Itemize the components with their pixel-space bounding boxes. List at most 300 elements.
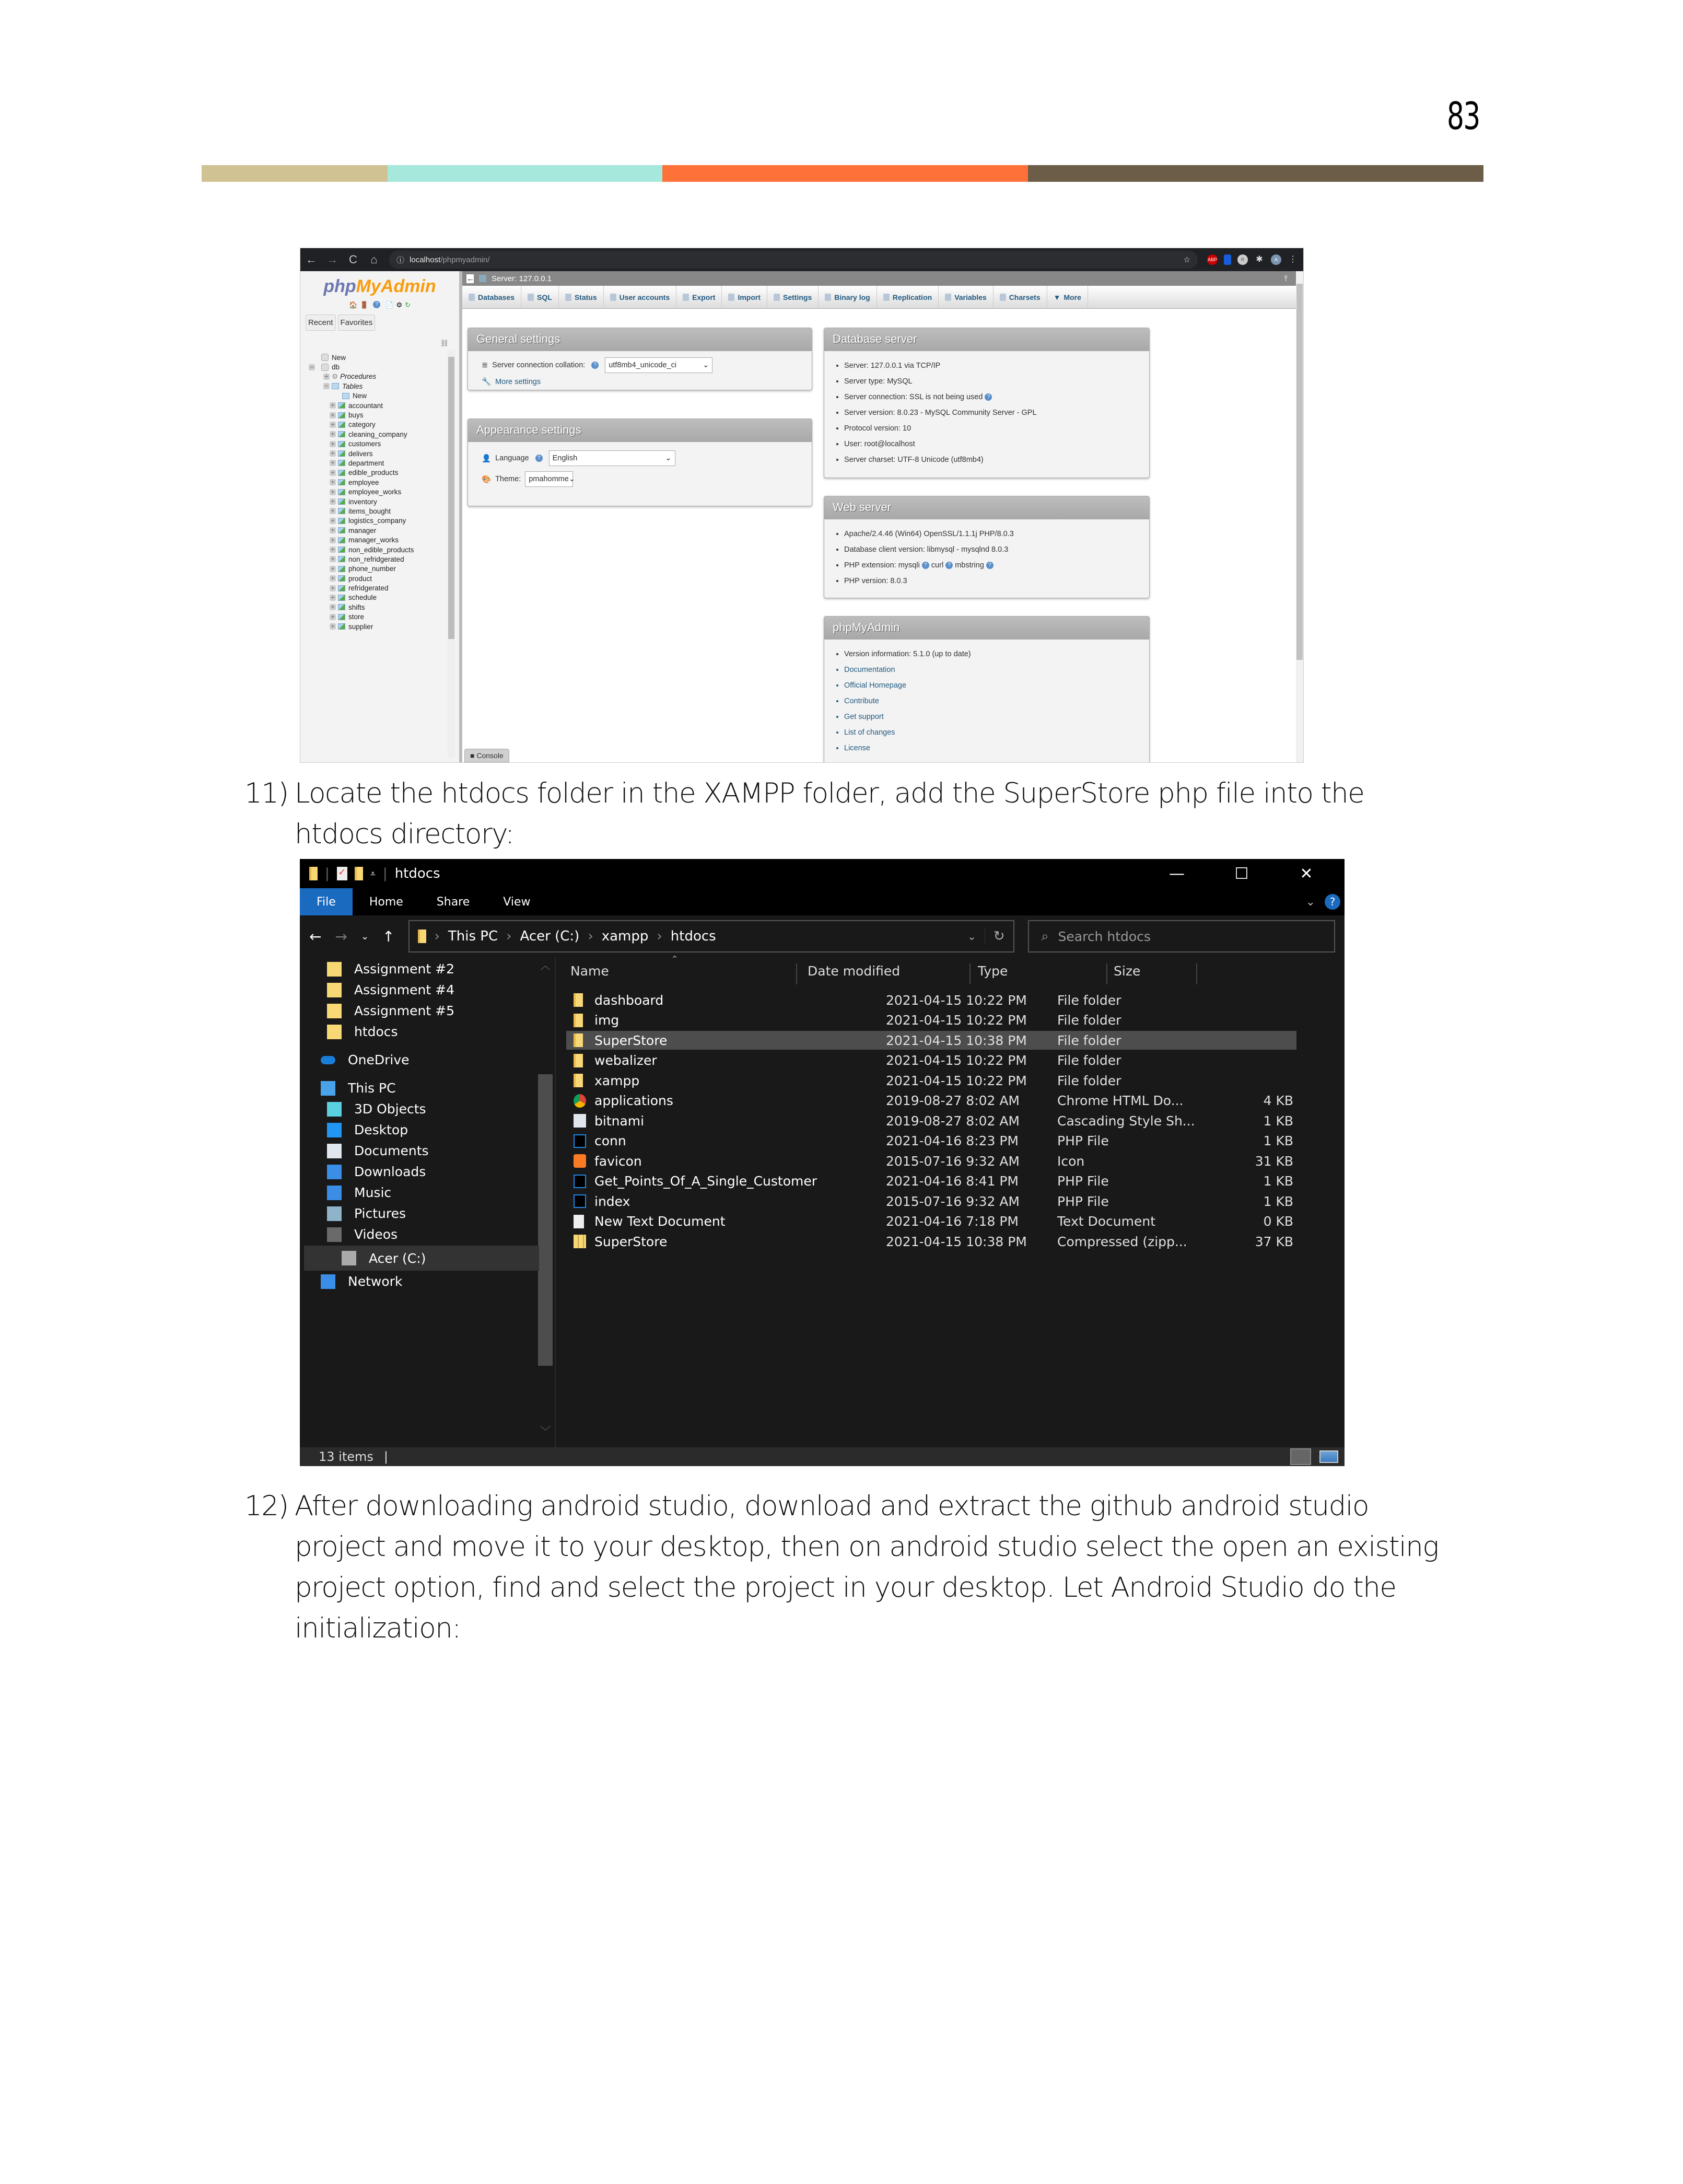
customize-quick-access-icon[interactable]: ⩡ (370, 868, 376, 879)
more-settings-link[interactable] (468, 377, 812, 386)
expand-icon[interactable]: + (330, 441, 336, 447)
sidebar-label: Acer (C:) (369, 1250, 426, 1266)
picture-icon (327, 1206, 342, 1221)
collapse-nav-arrow-icon[interactable]: ← (466, 274, 474, 283)
databases-icon (469, 294, 475, 301)
sidebar-item-pictures[interactable] (327, 1206, 406, 1221)
list-item: • Server: 127.0.0.1 via TCP/IP (844, 362, 1149, 370)
file-type: Cascading Style Sh... (1057, 1113, 1195, 1129)
zip-file-icon (574, 1235, 586, 1248)
tab-favorites[interactable]: Favorites (338, 315, 376, 331)
file-size: 1 KB (1263, 1133, 1293, 1148)
file-row[interactable] (566, 1192, 1296, 1211)
file-row[interactable] (566, 1152, 1296, 1170)
sidebar-item-videos[interactable] (327, 1227, 398, 1242)
menu-tab-export[interactable] (676, 286, 722, 308)
expand-icon[interactable]: + (330, 402, 336, 409)
expand-icon[interactable]: + (323, 374, 330, 380)
chevron-down-icon: ⌄ (703, 361, 709, 369)
file-type: File folder (1057, 1053, 1121, 1068)
expand-icon[interactable]: + (330, 604, 336, 610)
refresh-icon[interactable]: ↻ (985, 928, 1013, 944)
file-list (556, 954, 1345, 1447)
file-size: 1 KB (1263, 1113, 1293, 1129)
status-icon (565, 294, 571, 301)
tree-table-item[interactable] (309, 612, 414, 622)
bitwarden-icon[interactable] (1224, 254, 1231, 265)
search-input[interactable] (1028, 920, 1336, 952)
file-row[interactable] (566, 1011, 1296, 1030)
breadcrumb-htdocs[interactable]: htdocs (670, 928, 716, 944)
panel-title: General settings (468, 328, 812, 351)
info-icon: ⓘ (396, 255, 405, 265)
expand-icon[interactable]: + (330, 623, 336, 630)
sidebar-item-this-pc[interactable] (321, 1081, 396, 1096)
explorer-ribbon (300, 888, 1345, 915)
forward-arrow-icon[interactable]: → (335, 927, 347, 945)
scroll-up-icon[interactable]: ︿ (540, 959, 551, 972)
table-icon (338, 595, 345, 601)
help-icon[interactable]: ? (985, 393, 992, 401)
file-type: File folder (1057, 1013, 1121, 1028)
file-type: File folder (1057, 1073, 1121, 1088)
file-name: favicon (594, 1153, 642, 1169)
tree-table-item[interactable] (309, 458, 414, 468)
expand-icon[interactable]: + (330, 556, 336, 562)
help-icon[interactable]: ? (986, 562, 994, 569)
file-date-modified: 2021-04-16 8:23 PM (886, 1133, 1019, 1148)
expand-icon[interactable]: + (330, 527, 336, 533)
tree-table-item[interactable] (309, 526, 414, 535)
collation-row (468, 357, 812, 373)
expand-icon[interactable]: + (330, 460, 336, 466)
sidebar-item-desktop[interactable] (327, 1122, 408, 1137)
expand-icon[interactable]: + (330, 537, 336, 543)
cloud-icon (321, 1056, 335, 1064)
table-icon (338, 566, 345, 572)
tree-table-item[interactable] (309, 401, 414, 410)
collation-select[interactable] (605, 357, 712, 373)
expand-icon[interactable]: + (330, 498, 336, 505)
theme-label: Theme: (495, 475, 521, 483)
home-icon[interactable]: 🏠 (348, 301, 358, 309)
tree-table-item[interactable] (309, 574, 414, 583)
address-bar[interactable] (408, 920, 1014, 952)
sidebar-item-network[interactable] (321, 1274, 402, 1289)
help-icon[interactable]: ? (591, 362, 599, 369)
file-size: 1 KB (1263, 1193, 1293, 1209)
select-value: utf8mb4_unicode_ci (609, 361, 677, 369)
recent-locations-chevron-icon[interactable]: ⌄ (360, 931, 369, 942)
scroll-top-icon[interactable]: ⤒ (1284, 274, 1288, 283)
ribbon-tab-home[interactable]: Home (369, 895, 403, 909)
tree-table-item[interactable] (309, 468, 414, 478)
expand-icon[interactable]: + (330, 585, 336, 591)
file-type: Icon (1057, 1153, 1085, 1169)
table-list (309, 401, 414, 631)
tree-table-item[interactable] (309, 487, 414, 496)
breadcrumb-xampp[interactable]: xampp (601, 928, 649, 944)
column-header-type[interactable]: Type (978, 963, 1008, 979)
drive-icon (342, 1251, 356, 1265)
link-label: More settings (495, 377, 541, 386)
bookmark-star-icon[interactable]: ☆ (1183, 255, 1190, 264)
server-icon (479, 275, 486, 282)
menu-kebab-icon[interactable]: ⋮ (1289, 255, 1297, 264)
color-segment-teal (388, 165, 662, 182)
maximize-button[interactable]: ☐ (1234, 864, 1249, 883)
folder-file-icon (574, 1014, 583, 1027)
close-button[interactable]: ✕ (1300, 864, 1313, 883)
pma-logo[interactable] (300, 276, 459, 297)
menu-tab-more[interactable] (1047, 286, 1088, 308)
table-icon (338, 575, 345, 582)
expand-icon[interactable]: + (330, 508, 336, 514)
back-icon[interactable]: ← (306, 253, 317, 266)
folder-file-icon (574, 1054, 583, 1067)
tree-procedures[interactable] (309, 372, 414, 381)
sidebar-label: Music (354, 1185, 392, 1200)
expand-icon[interactable]: + (330, 470, 336, 476)
new-folder-icon[interactable] (355, 867, 363, 880)
file-row[interactable] (566, 1172, 1296, 1191)
help-icon[interactable]: ? (535, 455, 543, 462)
up-arrow-icon[interactable]: ↑ (382, 927, 395, 945)
ribbon-tab-file[interactable]: File (300, 888, 353, 915)
video-icon (327, 1227, 342, 1242)
reload-icon[interactable]: C (349, 253, 357, 266)
menu-tab-charsets[interactable] (994, 286, 1047, 308)
file-row[interactable] (566, 1212, 1296, 1231)
tree-label: New (353, 392, 367, 400)
link-chain-icon[interactable]: ⛓ (440, 339, 449, 347)
puzzle-extensions-icon[interactable]: ✱ (1256, 255, 1263, 264)
expand-icon[interactable]: + (330, 595, 336, 601)
tree-table-item[interactable] (309, 497, 414, 506)
select-value: English (552, 454, 578, 462)
minimize-button[interactable]: — (1169, 864, 1185, 883)
extension-r-icon[interactable]: R (1237, 254, 1248, 265)
import-icon (728, 294, 734, 301)
contribute-link[interactable]: • Contribute (844, 697, 1149, 705)
charsets-icon (1000, 294, 1006, 301)
table-icon (338, 422, 345, 428)
tree-table-item[interactable] (309, 545, 414, 554)
tree-tables[interactable] (309, 381, 414, 391)
tree-table-item[interactable] (309, 439, 414, 449)
file-row[interactable] (566, 1031, 1296, 1050)
menu-tab-status[interactable] (559, 286, 604, 308)
tree-table-item[interactable] (309, 410, 414, 420)
help-icon[interactable]: ? (945, 562, 953, 569)
tree-table-item[interactable] (309, 622, 414, 631)
sidebar-item-assignment-4[interactable] (327, 982, 454, 997)
table-icon (338, 604, 345, 610)
expand-icon[interactable]: + (330, 575, 336, 582)
extensions (1207, 254, 1298, 265)
file-row[interactable] (566, 1051, 1296, 1070)
large-icons-view-button[interactable] (1319, 1450, 1338, 1463)
sidebar-item-htdocs[interactable] (327, 1024, 398, 1039)
navigation-pane-scrollbar[interactable] (536, 957, 555, 1447)
step-line: project option, find and select the project in your desktop. Let Android Studio do the (295, 1572, 1396, 1604)
file-name: img (594, 1013, 620, 1028)
sidebar-item-assignment-2[interactable] (327, 961, 454, 977)
tree-table-item[interactable] (309, 420, 414, 429)
search-placeholder: Search htdocs (1058, 928, 1151, 944)
table-name: logistics_company (348, 517, 406, 525)
tree-table-item[interactable] (309, 583, 414, 593)
table-name: non_edible_products (348, 545, 414, 554)
music-icon (327, 1186, 342, 1200)
column-separator[interactable] (796, 963, 797, 984)
tab-label: Variables (954, 293, 987, 301)
tree-table-item[interactable] (309, 535, 414, 544)
file-date-modified: 2021-04-15 10:38 PM (886, 1032, 1027, 1048)
refresh-icon[interactable]: ↻ (405, 301, 411, 309)
table-icon (338, 402, 345, 409)
menu-tab-replication[interactable] (877, 286, 939, 308)
css-file-icon (574, 1114, 586, 1128)
help-button[interactable] (1320, 888, 1345, 915)
sidebar-item-assignment-5[interactable] (327, 1003, 454, 1018)
appearance-settings-panel (468, 419, 812, 506)
intellij-file-icon (574, 1194, 586, 1208)
navigation-scrollbar[interactable] (448, 350, 455, 757)
tree-label: Tables (342, 382, 363, 390)
sidebar-label: 3D Objects (354, 1101, 426, 1117)
column-separator[interactable] (969, 963, 971, 984)
download-icon (327, 1165, 342, 1179)
table-icon (338, 441, 345, 447)
tree-label: New (332, 353, 346, 362)
color-segment-brown (1028, 165, 1483, 182)
tree-table-item[interactable] (309, 554, 414, 564)
sidebar-item-onedrive[interactable] (321, 1052, 410, 1067)
ribbon-tab-view[interactable]: View (503, 895, 531, 909)
phpmyadmin-app (300, 271, 1303, 762)
table-name: product (348, 574, 372, 583)
file-name: conn (594, 1133, 626, 1148)
list-item: • PHP version: 8.0.3 (844, 577, 1149, 585)
file-row[interactable] (566, 1111, 1296, 1130)
pma-top-menu (462, 286, 1303, 309)
menu-tab-user-accounts[interactable] (604, 286, 676, 308)
table-name: category (348, 421, 376, 429)
table-icon (338, 470, 345, 476)
palette-icon: 🎨 (482, 475, 492, 484)
pma-navigation-panel (300, 271, 462, 762)
table-name: items_bought (348, 507, 391, 515)
expand-icon[interactable]: + (330, 566, 336, 572)
file-row[interactable] (566, 991, 1296, 1009)
theme-select[interactable] (525, 471, 573, 487)
chrome-file-icon (574, 1094, 586, 1108)
table-icon (338, 489, 345, 495)
menu-tab-settings[interactable] (767, 286, 819, 308)
menu-tab-sql[interactable] (521, 286, 559, 308)
expand-icon[interactable]: + (330, 489, 336, 495)
tree-db[interactable] (309, 362, 414, 371)
file-row[interactable] (566, 1091, 1296, 1110)
column-separator[interactable] (1106, 963, 1107, 984)
file-date-modified: 2019-08-27 8:02 AM (886, 1113, 1020, 1129)
file-name: New Text Document (594, 1214, 726, 1229)
collapse-icon[interactable]: − (323, 383, 330, 389)
docs-icon[interactable]: 📄 (385, 301, 394, 309)
database-server-panel (824, 328, 1150, 478)
breadcrumb-this-pc[interactable]: This PC (448, 928, 498, 944)
menu-tab-binary-log[interactable] (819, 286, 876, 308)
list-item: • Database client version: libmysql - mysqlnd 8.0.3 (844, 545, 1149, 554)
expand-icon[interactable]: + (330, 547, 336, 553)
sidebar-item-acer-c[interactable] (304, 1246, 539, 1271)
expand-icon[interactable]: + (330, 431, 336, 437)
file-row[interactable] (566, 1132, 1296, 1151)
address-bar[interactable] (389, 251, 1198, 269)
file-date-modified: 2015-07-16 9:32 AM (886, 1153, 1020, 1169)
profile-avatar[interactable]: A (1271, 254, 1281, 265)
breadcrumb-acer-c[interactable]: Acer (C:) (520, 928, 580, 944)
address-history-chevron-icon[interactable]: ⌄ (967, 930, 976, 943)
file-size: 0 KB (1263, 1214, 1293, 1229)
tab-label: Binary log (834, 293, 870, 301)
file-type: File folder (1057, 992, 1121, 1008)
tree-new-database[interactable] (309, 353, 414, 362)
desktop-icon (327, 1123, 342, 1137)
new-table-icon (342, 393, 349, 399)
adblock-icon[interactable]: ABP (1207, 254, 1218, 265)
file-type: Compressed (zipp... (1057, 1234, 1187, 1249)
sidebar-item-documents[interactable] (327, 1143, 429, 1158)
tree-table-item[interactable] (309, 516, 414, 526)
sidebar-label: Desktop (354, 1122, 408, 1137)
list-of-changes-link[interactable]: • List of changes (844, 728, 1149, 737)
get-support-link[interactable]: • Get support (844, 713, 1149, 721)
step-number: 11) (244, 777, 288, 809)
tree-table-item[interactable] (309, 506, 414, 516)
logout-icon[interactable]: 🚪 (360, 301, 369, 309)
tree-new-table[interactable] (309, 391, 414, 401)
chevron-down-icon: ⌄ (568, 475, 575, 483)
column-header-name[interactable]: Name (570, 963, 609, 979)
sidebar-label: Assignment #2 (354, 961, 454, 977)
expand-icon[interactable]: + (330, 450, 336, 457)
document-icon (327, 1144, 342, 1158)
back-arrow-icon[interactable]: ← (309, 927, 322, 945)
details-view-button[interactable] (1290, 1448, 1311, 1465)
column-header-date-modified[interactable]: Date modified (808, 963, 901, 979)
help-icon[interactable]: ? (922, 562, 929, 569)
file-row[interactable] (566, 1071, 1296, 1090)
item-text: PHP extension: mysqli (844, 561, 920, 570)
table-name: inventory (348, 497, 377, 506)
file-date-modified: 2021-04-15 10:22 PM (886, 1013, 1027, 1028)
binary-log-icon (825, 294, 831, 301)
file-type: Text Document (1057, 1214, 1156, 1229)
triangle-down-icon: ▼ (1053, 293, 1061, 301)
console-toggle[interactable] (464, 749, 509, 762)
tree-table-item[interactable] (309, 602, 414, 612)
item-text: Server connection: SSL is not being used (844, 393, 983, 401)
file-date-modified: 2019-08-27 8:02 AM (886, 1093, 1020, 1108)
window-title: htdocs (394, 866, 440, 881)
expand-icon[interactable]: + (330, 422, 336, 428)
explorer-address-row (300, 915, 1345, 957)
tree-table-item[interactable] (309, 478, 414, 487)
step-line: project and move it to your desktop, then on android studio select the open an existing (295, 1531, 1439, 1563)
panel-title: Database server (824, 328, 1149, 351)
menu-tab-import[interactable] (722, 286, 767, 308)
step-11-text (244, 773, 1364, 855)
home-icon[interactable]: ⌂ (370, 253, 378, 266)
version-info: • Version information: 5.1.0 (up to date) (844, 650, 1149, 658)
web-server-panel (824, 496, 1150, 598)
sidebar-item-3d-objects[interactable] (327, 1101, 426, 1117)
folder-file-icon (574, 1033, 583, 1047)
chevron-right-icon: › (657, 928, 662, 944)
page-number: 83 (1447, 94, 1480, 138)
collapse-icon[interactable]: − (309, 364, 315, 370)
ribbon-tab-share[interactable]: Share (436, 895, 470, 909)
expand-icon[interactable]: + (330, 518, 336, 524)
pma-quick-icons (300, 301, 459, 309)
tree-table-item[interactable] (309, 593, 414, 602)
list-item (844, 393, 1149, 401)
expand-icon[interactable]: + (330, 412, 336, 419)
column-separator[interactable] (1196, 963, 1197, 984)
scroll-down-icon[interactable]: ﹀ (540, 1425, 551, 1437)
tab-label: Databases (478, 293, 515, 301)
list-item: • Apache/2.4.46 (Win64) OpenSSL/1.1.1j PHP/8.0.3 (844, 530, 1149, 538)
homepage-link[interactable]: • Official Homepage (844, 681, 1149, 690)
documentation-link[interactable]: • Documentation (844, 666, 1149, 674)
sidebar-item-music[interactable] (327, 1185, 391, 1200)
column-header-size[interactable]: Size (1114, 963, 1141, 979)
file-row[interactable] (566, 1232, 1296, 1251)
menu-tab-variables[interactable] (939, 286, 994, 308)
properties-checkmark-icon[interactable]: ✓ (337, 867, 347, 880)
gear-icon[interactable]: ⚙ (396, 301, 403, 309)
menu-tab-databases[interactable] (462, 286, 521, 308)
expand-icon[interactable]: + (330, 614, 336, 620)
sidebar-label: htdocs (354, 1024, 398, 1039)
forward-icon[interactable]: → (326, 253, 338, 266)
explorer-titlebar (300, 859, 1345, 888)
tree-table-item[interactable] (309, 429, 414, 439)
url-host: localhost (410, 255, 441, 264)
sidebar-item-downloads[interactable] (327, 1164, 426, 1179)
file-date-modified: 2021-04-15 10:22 PM (886, 992, 1027, 1008)
table-name: store (348, 613, 365, 621)
license-link[interactable]: • License (844, 744, 1149, 752)
tree-table-item[interactable] (309, 449, 414, 458)
panel-title: Appearance settings (468, 419, 812, 442)
tab-recent[interactable]: Recent (306, 315, 336, 331)
server-label[interactable]: Server: 127.0.0.1 (492, 274, 552, 283)
settings-icon (774, 294, 780, 301)
tree-table-item[interactable] (309, 564, 414, 574)
expand-ribbon-chevron-icon[interactable]: ⌄ (1305, 895, 1315, 909)
expand-icon[interactable]: + (330, 479, 336, 485)
table-icon (338, 527, 345, 533)
recent-favorites-tabs (306, 315, 459, 331)
language-select[interactable] (549, 450, 675, 466)
main-scrollbar[interactable] (1296, 271, 1303, 762)
help-icon[interactable]: ? (373, 301, 380, 308)
file-name: index (594, 1193, 630, 1209)
table-name: department (348, 459, 384, 467)
